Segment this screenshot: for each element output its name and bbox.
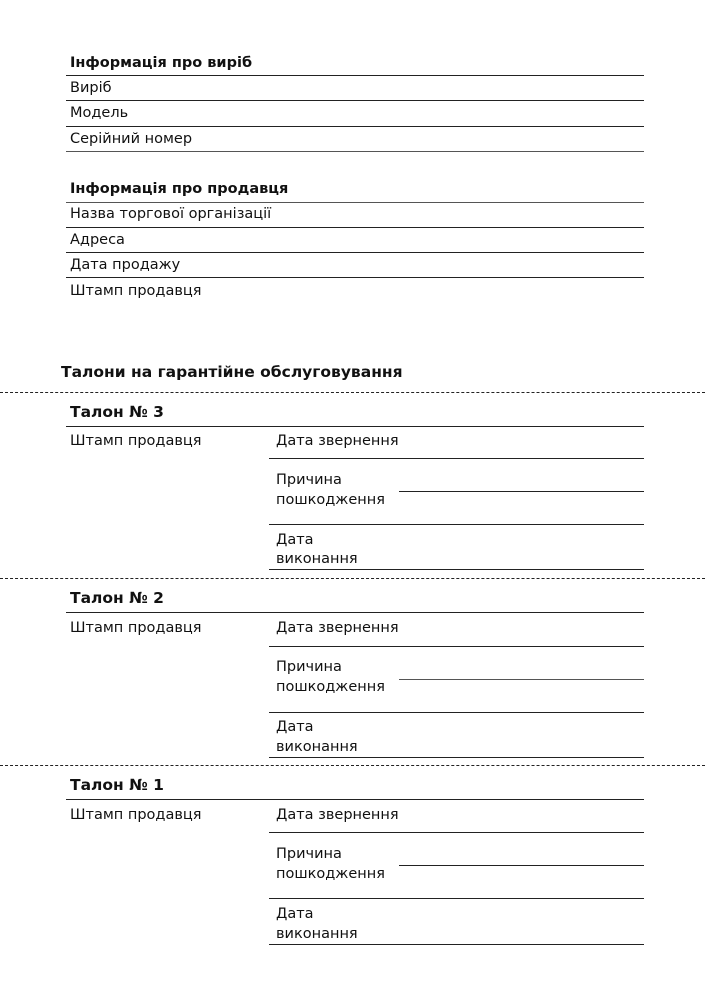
seller-field-line[interactable]	[66, 252, 644, 253]
request-date-label: Дата звернення	[276, 433, 399, 449]
damage-reason-label: пошкодження	[276, 866, 385, 882]
damage-reason-line[interactable]	[269, 524, 644, 525]
seller-stamp-label: Штамп продавця	[70, 283, 202, 299]
seller-info-title: Інформація про продавця	[70, 181, 289, 197]
request-date-label: Дата звернення	[276, 807, 399, 823]
completion-date-label: Дата	[276, 906, 314, 922]
coupon-stamp-label: Штамп продавця	[70, 807, 202, 823]
product-field-line[interactable]	[66, 126, 644, 127]
damage-reason-label: Причина	[276, 846, 342, 862]
damage-reason-line[interactable]	[269, 712, 644, 713]
damage-reason-line[interactable]	[269, 898, 644, 899]
divider	[66, 426, 644, 427]
coupon-stamp-label: Штамп продавця	[70, 620, 202, 636]
divider	[66, 202, 644, 203]
product-field-label: Серійний номер	[70, 131, 193, 147]
coupon-title: Талон № 3	[70, 403, 164, 421]
damage-reason-line[interactable]	[399, 865, 644, 866]
coupon-stamp-label: Штамп продавця	[70, 433, 202, 449]
request-date-line[interactable]	[269, 832, 644, 833]
damage-reason-line[interactable]	[399, 679, 644, 680]
coupons-section-title: Талони на гарантійне обслуговування	[61, 363, 403, 381]
cut-line	[0, 765, 705, 766]
seller-field-line[interactable]	[66, 277, 644, 278]
seller-field-label: Адреса	[70, 232, 125, 248]
request-date-line[interactable]	[269, 458, 644, 459]
damage-reason-label: Причина	[276, 472, 342, 488]
product-info-title: Інформація про виріб	[70, 55, 253, 71]
seller-field-label: Назва торгової організації	[70, 206, 272, 222]
completion-date-line[interactable]	[269, 569, 644, 570]
completion-date-label: виконання	[276, 739, 358, 755]
divider	[66, 799, 644, 800]
cut-line	[0, 392, 705, 393]
completion-date-label: виконання	[276, 926, 358, 942]
divider	[66, 75, 644, 76]
divider	[66, 612, 644, 613]
product-field-label: Виріб	[70, 80, 112, 96]
completion-date-line[interactable]	[269, 757, 644, 758]
seller-field-line[interactable]	[66, 227, 644, 228]
cut-line	[0, 578, 705, 579]
damage-reason-label: пошкодження	[276, 492, 385, 508]
completion-date-label: Дата	[276, 719, 314, 735]
seller-field-label: Дата продажу	[70, 257, 181, 273]
completion-date-line[interactable]	[269, 944, 644, 945]
completion-date-label: Дата	[276, 532, 314, 548]
coupon-title: Талон № 2	[70, 589, 164, 607]
product-field-label: Модель	[70, 105, 129, 121]
completion-date-label: виконання	[276, 551, 358, 567]
request-date-line[interactable]	[269, 646, 644, 647]
product-field-line[interactable]	[66, 151, 644, 152]
coupon-title: Талон № 1	[70, 776, 164, 794]
request-date-label: Дата звернення	[276, 620, 399, 636]
damage-reason-line[interactable]	[399, 491, 644, 492]
damage-reason-label: Причина	[276, 659, 342, 675]
damage-reason-label: пошкодження	[276, 679, 385, 695]
product-field-line[interactable]	[66, 100, 644, 101]
